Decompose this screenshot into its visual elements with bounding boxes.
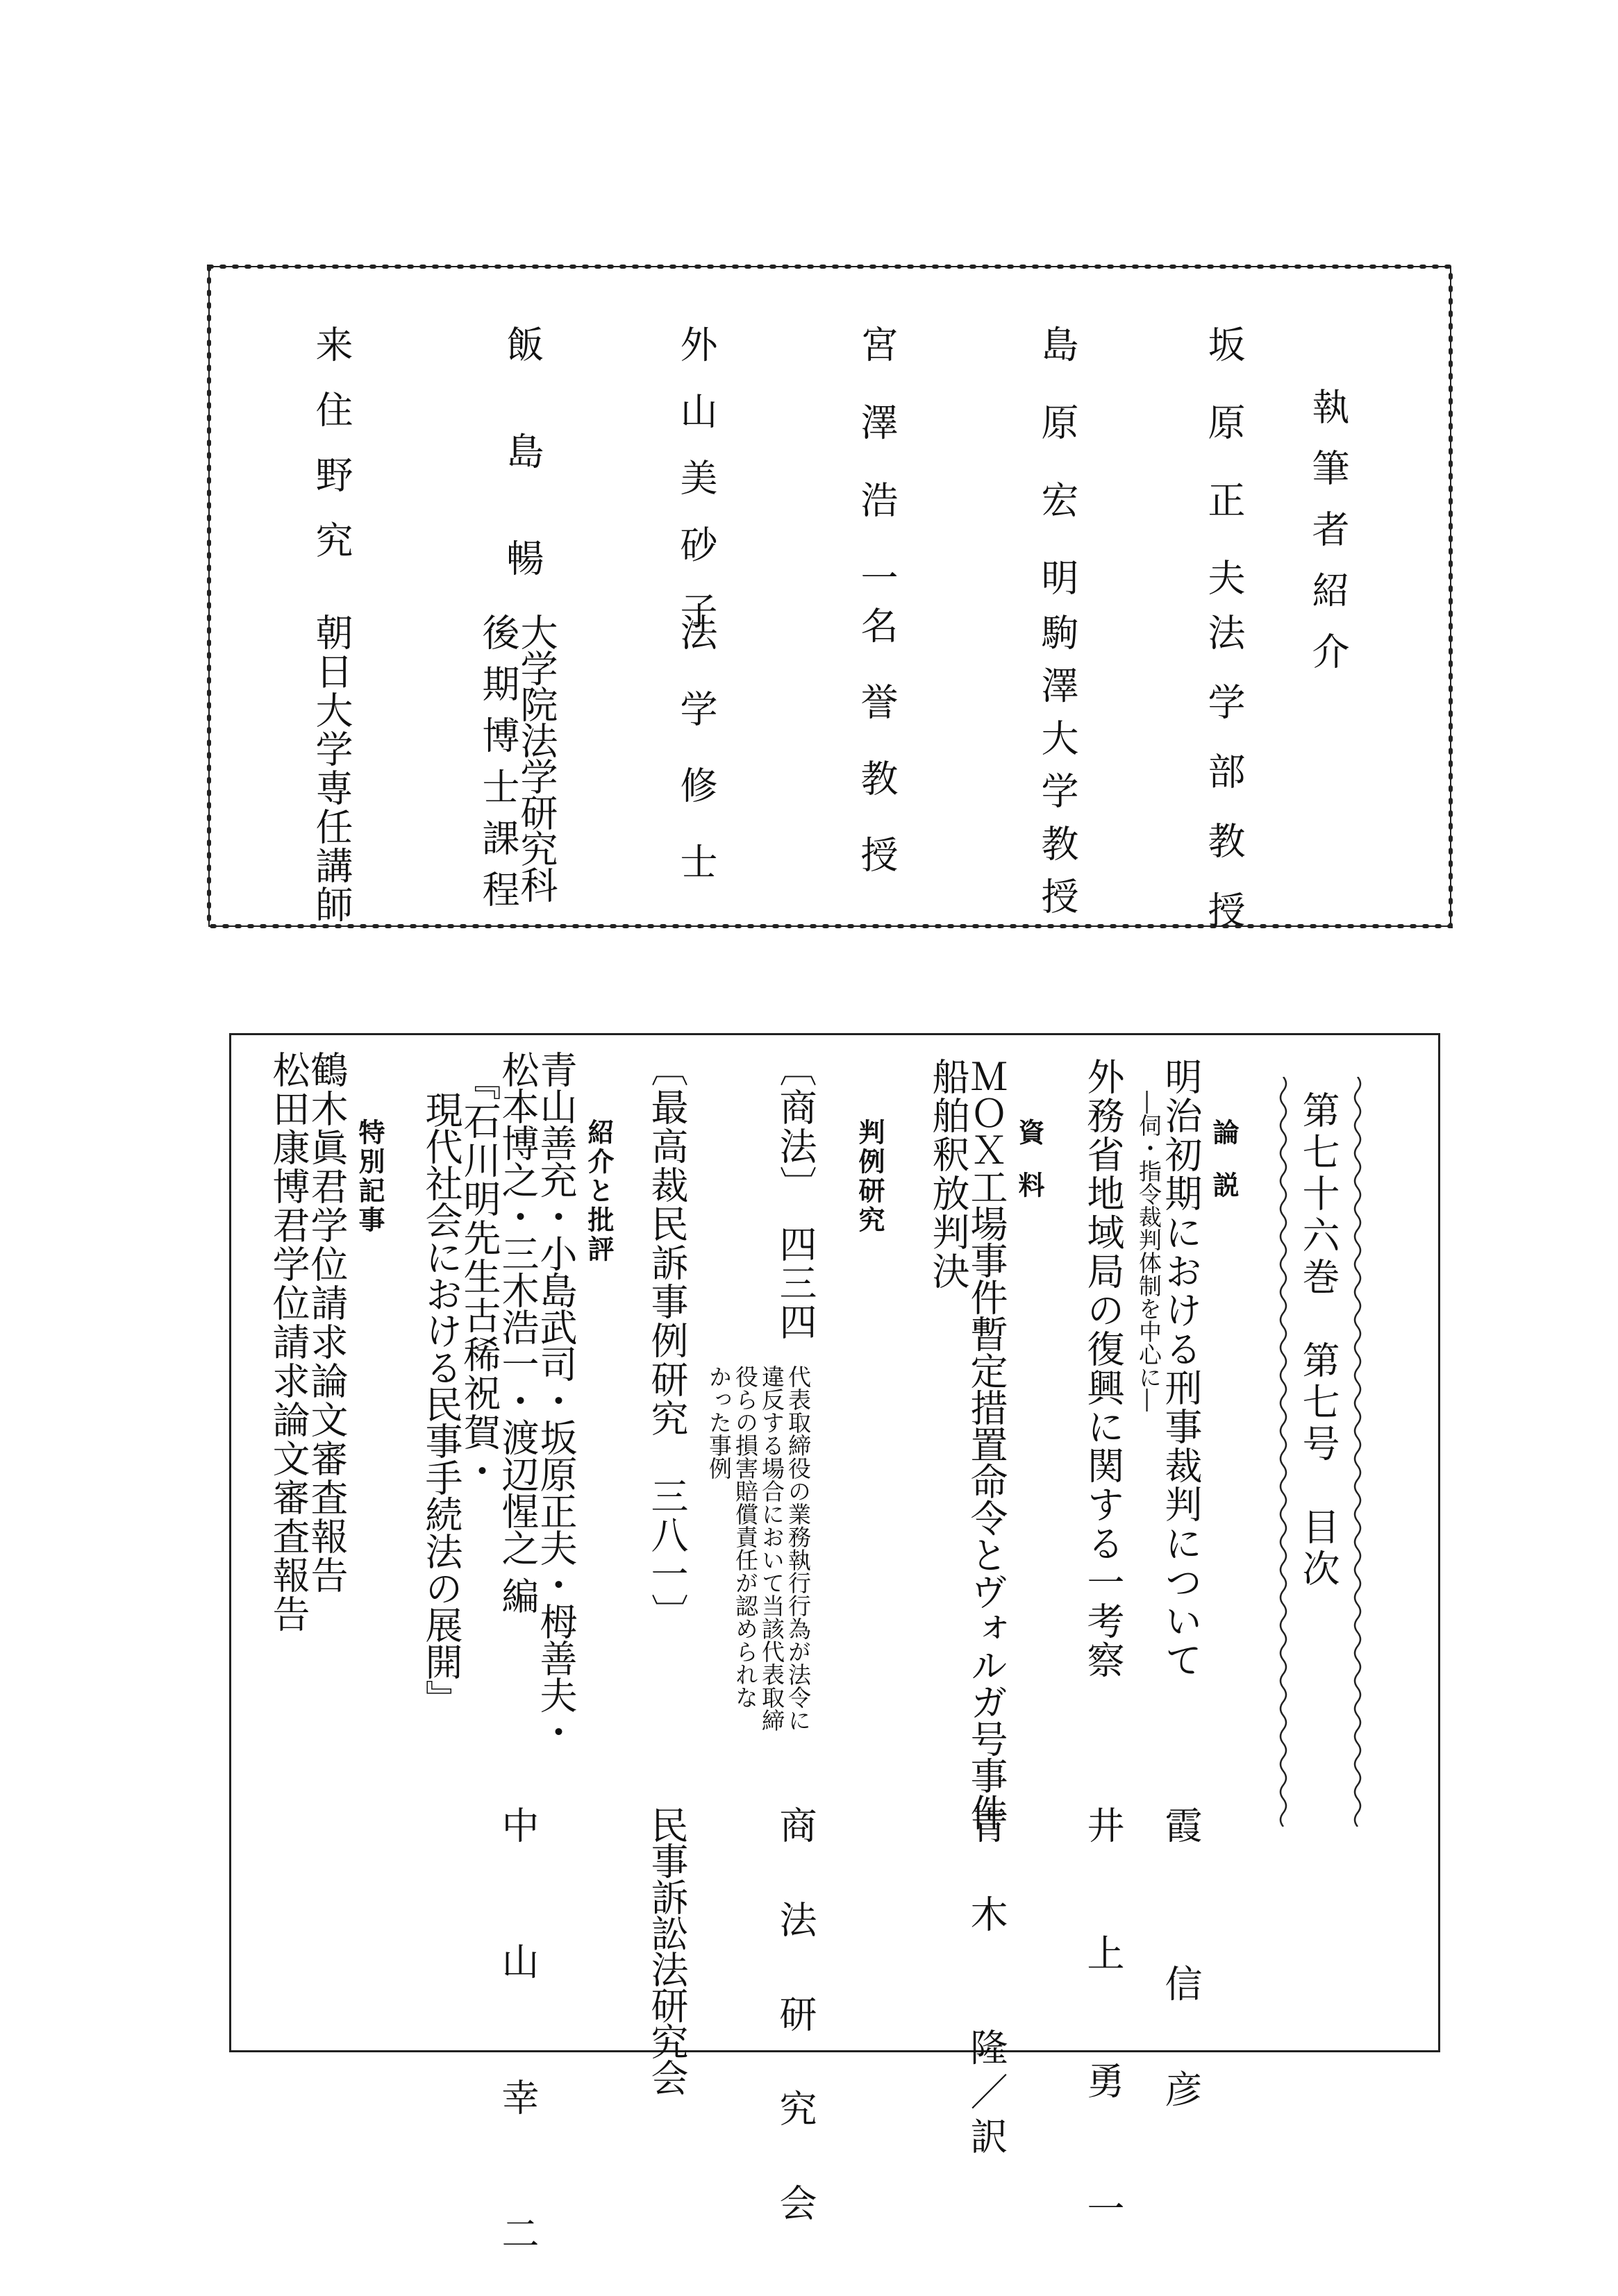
review-line4: 現代社会における民事手続法の展開』 <box>419 1091 463 1716</box>
article2-author: 井 上 勇 一 <box>1081 1806 1125 2253</box>
review-author: 中 山 幸 二 <box>496 1806 540 2282</box>
case1-desc-line2: 違反する場合において当該代表取締 <box>758 1365 785 1732</box>
section-shiryo: 資 料 <box>1014 1118 1045 1198</box>
toc-heading: 第七十六巻 第七号 目次 <box>1296 1091 1340 1591</box>
case1-label: 〔商法〕 四三四 <box>774 1049 817 1341</box>
case1-desc-line1: 代表取締役の業務執行行為が法令に <box>785 1365 812 1732</box>
contributors-heading: 執筆者紹介 <box>1306 387 1350 693</box>
wavy-rule-right <box>1351 1077 1365 1827</box>
section-hanrei: 判例研究 <box>854 1118 885 1235</box>
article1-subtitle: ―伺・指令裁判体制を中心に― <box>1135 1091 1162 1411</box>
section-ronsetsu: 論 説 <box>1208 1118 1240 1198</box>
decorative-border <box>205 262 1455 930</box>
contributor-title: 法学部教授 <box>1202 613 1246 960</box>
case2-label: 〔最高裁民訴事例研究 三八一〕 <box>645 1049 689 1632</box>
contributor-title: 名誉教授 <box>855 606 899 912</box>
contributor-name: 宮澤浩一 <box>855 325 899 636</box>
review-line1: 青山善充・小島武司・坂原正夫・栂善夫・ <box>534 1050 578 1750</box>
case1-desc-line4: かった事例 <box>706 1365 733 1480</box>
contributor-name: 外山美砂子 <box>674 325 718 658</box>
review-line3: 『石川明先生古稀祝賀・ <box>458 1063 501 1491</box>
contributors-box <box>205 262 1455 960</box>
contributor-name: 島原宏明 <box>1035 325 1079 636</box>
article3-title-line2: 船舶釈放判決 <box>926 1057 970 1291</box>
contributor-title: 法学修士 <box>674 613 718 919</box>
special-article-2: 松田康博君学位請求論文審査報告 <box>267 1050 310 1634</box>
article1-title: 明治初期における刑事裁判について <box>1159 1057 1203 1679</box>
contributor-title-line2: 後期博士課程 <box>476 613 520 921</box>
contributor-name: 来住野究 <box>310 325 353 586</box>
case2-author: 民事訴訟法研究会 <box>645 1806 689 2095</box>
contributor-name: 坂原正夫 <box>1202 325 1246 636</box>
case1-author: 商 法 研 究 会 <box>774 1806 817 2231</box>
article2-title: 外務省地域局の復興に関する一考察 <box>1081 1057 1125 1679</box>
review-line2: 松本博之・三木浩一・渡辺惺之 編 <box>496 1050 540 1614</box>
contributor-title: 駒澤大学教授 <box>1035 613 1079 930</box>
case1-desc-line3: 役らの損害賠償責任が認められな <box>732 1365 759 1709</box>
article1-author: 霞 信 彦 <box>1159 1806 1203 2122</box>
contributor-name: 飯島暢 <box>501 325 544 646</box>
article3-title-line1: ＭＯＸ工場事件暫定措置命令とヴォルガ号事件 <box>965 1057 1008 1830</box>
section-tokubetsu: 特別記事 <box>354 1118 385 1235</box>
special-article-1: 鶴木眞君学位請求論文審査報告 <box>305 1050 349 1595</box>
toc-box <box>229 1033 1440 2282</box>
section-shokai: 紹介と批評 <box>583 1118 615 1264</box>
contributor-title: 朝日大学専任講師 <box>310 613 353 924</box>
contributor-title-line1: 大学院法学研究科 <box>515 613 558 902</box>
wavy-rule-left <box>1276 1077 1290 1827</box>
article3-author: 青 木 隆／訳 <box>965 1806 1008 2161</box>
